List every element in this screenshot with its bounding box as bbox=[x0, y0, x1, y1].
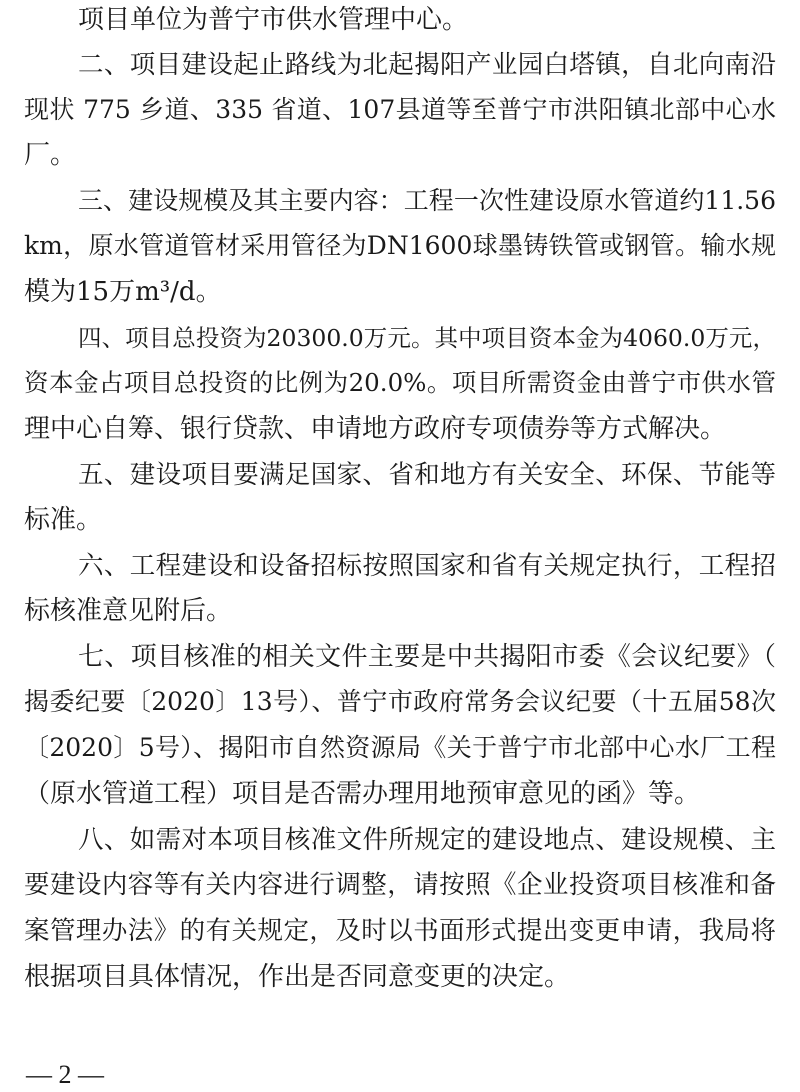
paragraph-line: 要建设内容等有关内容进行调整，请按照《企业投资项目核准和备 bbox=[24, 870, 776, 900]
paragraph-line: 标核准意见附后。 bbox=[24, 596, 233, 626]
paragraph-line: 揭委纪要〔2020〕13号）、普宁市政府常务会议纪要（十五届58次 bbox=[24, 687, 776, 716]
paragraph-line: 案管理办法》的有关规定，及时以书面形式提出变更申请，我局将 bbox=[24, 916, 776, 946]
paragraph-line: km，原水管道管材采用管径为DN1600球墨铸铁管或钢管。输水规 bbox=[24, 231, 776, 260]
paragraph-line: 三、建设规模及其主要内容：工程一次性建设原水管道约11.56 bbox=[78, 186, 776, 215]
paragraph-line: 厂。 bbox=[24, 140, 77, 170]
paragraph-line: （原水管道工程）项目是否需办理用地预审意见的函》等。 bbox=[24, 779, 701, 809]
paragraph-line: 二、项目建设起止路线为北起揭阳产业园白塔镇，自北向南沿 bbox=[78, 50, 776, 80]
page-number: — 2 — bbox=[26, 1060, 104, 1089]
paragraph-line: 模为15万m³/d。 bbox=[24, 277, 222, 307]
paragraph-line: 资本金占项目总投资的比例为20.0%。项目所需资金由普宁市供水管 bbox=[24, 368, 776, 397]
paragraph-line: 理中心自筹、银行贷款、申请地方政府专项债券等方式解决。 bbox=[24, 414, 727, 444]
paragraph-line: 八、如需对本项目核准文件所规定的建设地点、建设规模、主 bbox=[78, 825, 776, 855]
paragraph-line: 〔2020〕5号）、揭阳市自然资源局《关于普宁市北部中心水厂工程 bbox=[24, 733, 776, 762]
paragraph-line: 根据项目具体情况，作出是否同意变更的决定。 bbox=[24, 962, 571, 992]
paragraph-line: 五、建设项目要满足国家、省和地方有关安全、环保、节能等 bbox=[78, 460, 776, 490]
paragraph-line: 七、项目核准的相关文件主要是中共揭阳市委《会议纪要》（ bbox=[78, 642, 776, 672]
paragraph-line: 现状 775 乡道、335 省道、107县道等至普宁市洪阳镇北部中心水 bbox=[24, 95, 776, 124]
paragraph-line: 项目单位为普宁市供水管理中心。 bbox=[78, 5, 469, 35]
paragraph-line: 六、工程建设和设备招标按照国家和省有关规定执行，工程招 bbox=[78, 551, 776, 581]
paragraph-line: 标准。 bbox=[24, 505, 103, 535]
paragraph-line: 四、项目总投资为20300.0万元。其中项目资本金为4060.0万元， bbox=[78, 324, 776, 352]
